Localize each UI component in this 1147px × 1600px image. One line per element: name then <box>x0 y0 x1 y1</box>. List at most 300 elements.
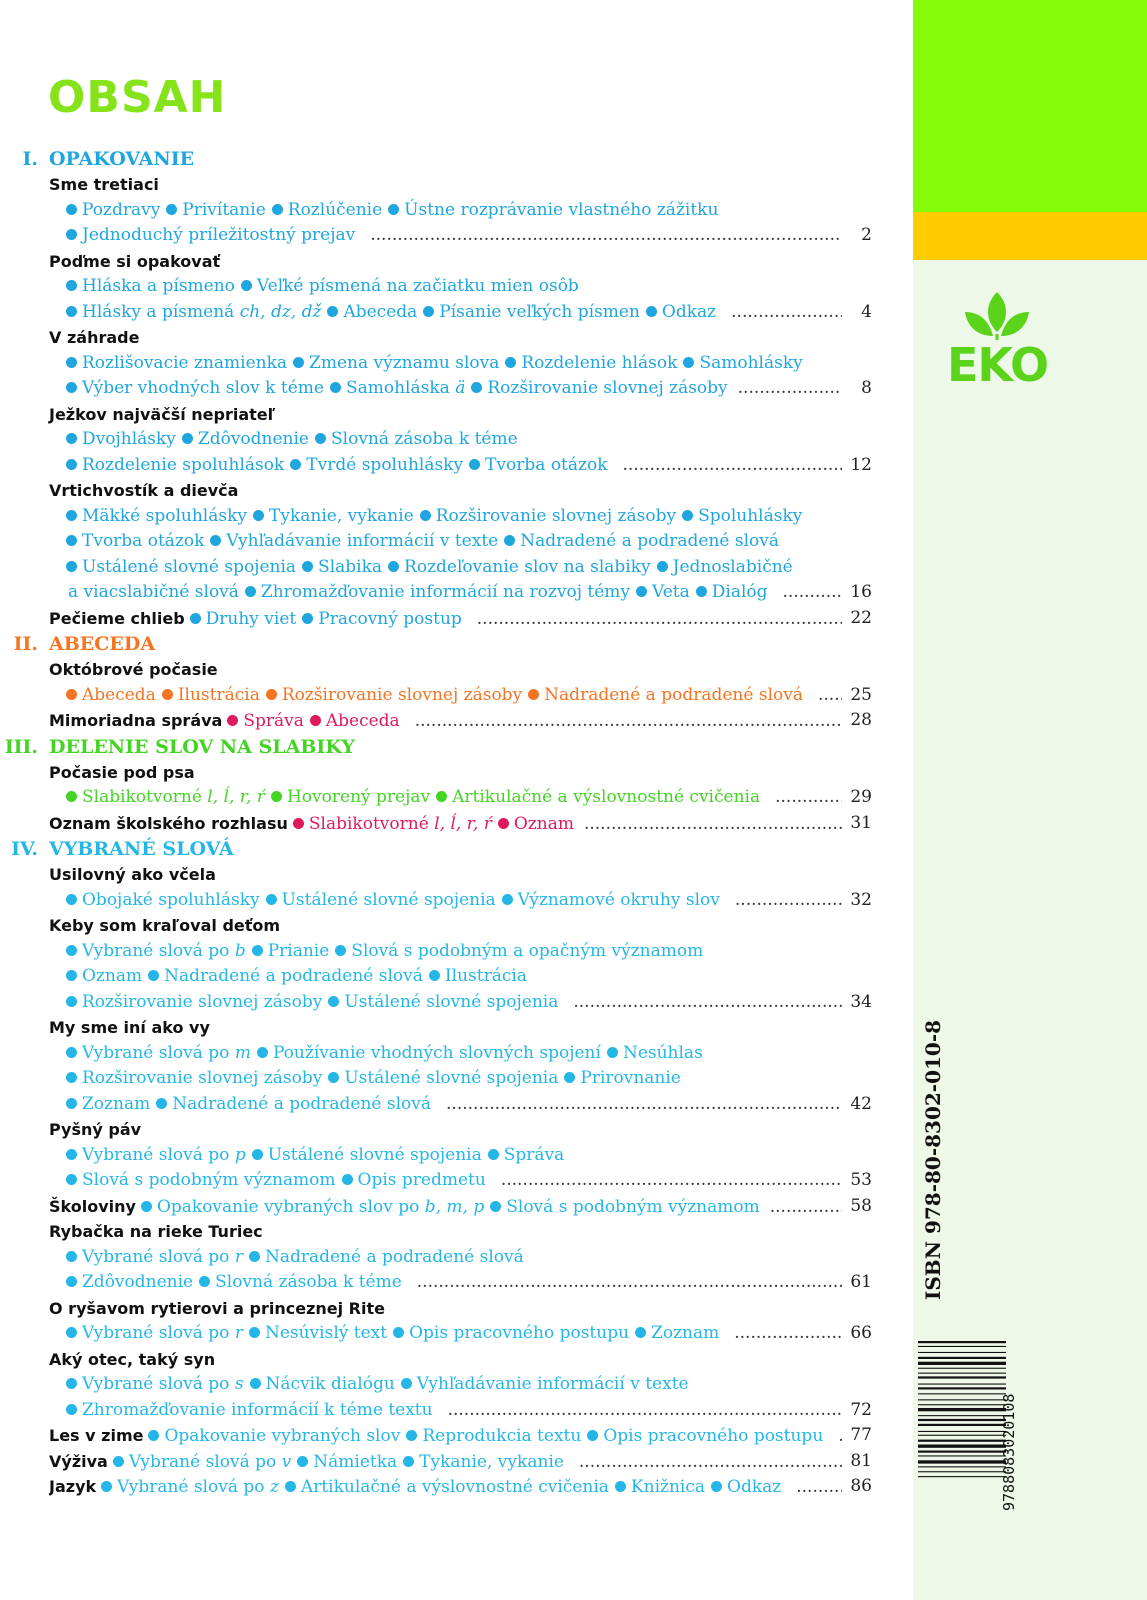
toc-line-segment <box>65 200 727 220</box>
chapter-title: Usilovný ako včela <box>49 865 216 884</box>
barcode-bar <box>918 1419 1006 1421</box>
chapter-heading <box>0 1015 890 1041</box>
toc-line-segment <box>65 378 732 398</box>
barcode-bar <box>918 1399 1006 1400</box>
toc-item: Ustálené slovné spojenia <box>267 1144 482 1165</box>
barcode-bar <box>918 1376 1006 1378</box>
page-number: 34 <box>842 990 872 1016</box>
barcode-digits: 9788083020108 <box>1000 1393 1018 1511</box>
toc-line-segment <box>65 557 802 577</box>
toc-line-text <box>65 1092 842 1118</box>
toc-line-text <box>65 1143 842 1169</box>
bullet-icon <box>66 1378 77 1389</box>
toc-line <box>0 376 890 402</box>
toc-line <box>0 1449 890 1475</box>
bullet-icon <box>241 280 252 291</box>
chapter-heading <box>0 1219 890 1245</box>
toc-item: Nesúvislý text <box>264 1323 388 1343</box>
toc-line <box>0 1041 890 1067</box>
toc-item: v <box>281 1451 292 1472</box>
bullet-icon <box>66 945 77 956</box>
bullet-icon <box>505 357 516 368</box>
toc-item: Pozdravy <box>82 199 161 220</box>
toc-line-text <box>65 1372 842 1398</box>
bullet-icon <box>66 689 77 700</box>
bullet-icon <box>66 970 77 981</box>
toc-item: Jednoslabičné <box>672 556 793 577</box>
toc-item: Správa <box>503 1144 565 1165</box>
toc-item: Tykanie, vykanie <box>419 1451 564 1472</box>
bullet-icon <box>502 894 513 905</box>
toc-line-text <box>49 1474 842 1501</box>
toc-item: Rozdelenie spoluhlások <box>82 454 285 475</box>
chapter-title: My sme iní ako vy <box>49 1018 210 1037</box>
barcode-bar <box>918 1362 1006 1365</box>
barcode-bar <box>918 1357 1006 1359</box>
toc-item: Vybrané slová po <box>128 1451 282 1472</box>
toc-item: a viacslabičné slová <box>68 582 239 602</box>
toc-line <box>0 1168 890 1194</box>
toc-line <box>0 683 890 709</box>
toc-line-text <box>68 580 842 606</box>
toc-item: Ilustrácia <box>444 966 527 986</box>
page-number: 16 <box>842 580 872 606</box>
toc-line <box>0 529 890 555</box>
toc-line-text <box>49 1194 842 1221</box>
toc-item: m <box>234 1042 251 1063</box>
bullet-icon <box>66 306 77 317</box>
bullet-icon <box>696 586 707 597</box>
toc-item: Vyhľadávanie informácií v texte <box>416 1374 689 1394</box>
bullet-icon <box>401 1378 412 1389</box>
toc-line-text <box>49 811 842 838</box>
toc-line-text <box>49 1449 842 1476</box>
bullet-icon <box>101 1481 112 1492</box>
toc-item: Druhy viet <box>205 608 297 629</box>
toc-item: Písanie veľkých písmen <box>439 301 640 322</box>
bullet-icon <box>315 433 326 444</box>
chapter-title: Výživa <box>49 1451 108 1471</box>
eko-logo-text: EKO <box>947 338 1049 392</box>
toc-item: p <box>234 1144 246 1165</box>
bullet-icon <box>148 1430 159 1441</box>
toc-line-segment <box>65 506 811 526</box>
toc-line <box>0 1372 890 1398</box>
toc-item: Slovná zásoba k téme <box>331 429 518 449</box>
bullet-icon <box>66 894 77 905</box>
bullet-icon <box>388 204 399 215</box>
toc-line-text <box>65 1168 842 1194</box>
barcode-bar <box>918 1346 1006 1347</box>
barcode-bar <box>918 1408 1006 1411</box>
bullet-icon <box>245 586 256 597</box>
toc-item: Slovná zásoba k téme <box>215 1272 402 1292</box>
toc-line-text <box>65 1270 842 1296</box>
bullet-icon <box>66 280 77 291</box>
toc-line-segment <box>49 814 578 834</box>
chapter-title: Októbrové počasie <box>49 660 218 679</box>
barcode-bar <box>918 1466 1006 1467</box>
toc-item: Hovorený prejav <box>286 787 431 807</box>
section-number: III. <box>4 735 38 758</box>
bullet-icon <box>252 945 263 956</box>
table-of-contents <box>0 146 890 1500</box>
toc-item: Výber vhodných slov k téme <box>82 378 324 398</box>
page-number: 72 <box>842 1398 872 1424</box>
page-number: 77 <box>842 1423 872 1449</box>
toc-item: Tvrdé spoluhlásky <box>306 454 464 475</box>
toc-item: Pracovný postup <box>318 608 462 629</box>
bullet-icon <box>66 382 77 393</box>
toc-item: Veta <box>652 582 690 602</box>
bullet-icon <box>297 1456 308 1467</box>
bullet-icon <box>66 1098 77 1109</box>
bullet-icon <box>469 459 480 470</box>
toc-line <box>0 990 890 1016</box>
toc-item: Tvorba otázok <box>485 454 608 475</box>
section-heading <box>0 146 890 172</box>
chapter-heading <box>0 478 890 504</box>
toc-item: Mäkké spoluhlásky <box>82 505 247 526</box>
toc-line-text <box>49 1423 842 1450</box>
toc-item: Slabikotvorné <box>308 813 435 834</box>
bullet-icon <box>436 791 447 802</box>
bullet-icon <box>429 970 440 981</box>
toc-line-segment <box>65 941 712 961</box>
toc-item: Slabika <box>318 556 383 577</box>
bullet-icon <box>488 1149 499 1160</box>
chapter-heading <box>0 1296 890 1322</box>
toc-item: Zoznam <box>651 1323 720 1343</box>
toc-line-text <box>65 964 842 990</box>
toc-item: Hlásky a písmená <box>82 301 240 322</box>
toc-item: Samohlásky <box>699 352 803 373</box>
toc-line-segment <box>65 1043 712 1063</box>
barcode-bar <box>918 1384 1006 1385</box>
toc-line-segment <box>65 1068 690 1088</box>
page-number: 58 <box>842 1194 872 1220</box>
bullet-icon <box>266 894 277 905</box>
barcode-bar <box>918 1404 1006 1405</box>
toc-line <box>0 888 890 914</box>
toc-item: Vybrané slová po <box>82 940 235 961</box>
chapter-title: Rybačka na rieke Turiec <box>49 1222 263 1241</box>
toc-item: Tykanie, vykanie <box>269 505 414 526</box>
toc-item: Rozdeľovanie slov na slabiky <box>404 556 651 577</box>
toc-line-segment <box>65 1272 411 1292</box>
toc-line-text <box>65 1321 842 1347</box>
bullet-icon <box>657 561 668 572</box>
section-number: IV. <box>11 838 38 860</box>
bullet-icon <box>406 1430 417 1441</box>
bullet-icon <box>66 1149 77 1160</box>
barcode-bar <box>918 1352 1006 1353</box>
bullet-icon <box>342 1174 353 1185</box>
toc-item: Odkaz <box>727 1477 782 1497</box>
chapter-title: Mimoriadna správa <box>49 711 223 730</box>
toc-line <box>0 1194 890 1220</box>
bullet-icon <box>615 1481 626 1492</box>
chapter-heading <box>0 862 890 888</box>
chapter-title: Oznam školského rozhlasu <box>49 813 288 833</box>
bullet-icon <box>388 561 399 572</box>
toc-item: Ústne rozprávanie vlastného zážitku <box>404 199 719 220</box>
barcode-bar <box>918 1431 1006 1432</box>
toc-item: Ustálené slovné spojenia <box>281 889 496 910</box>
section-heading <box>0 631 890 657</box>
toc-item: Zmena významu slova <box>309 352 500 373</box>
chapter-heading <box>0 325 890 351</box>
toc-line <box>0 939 890 965</box>
toc-line-segment <box>65 353 812 373</box>
bullet-icon <box>682 510 693 521</box>
toc-item: Zhromažďovanie informácií k téme textu <box>82 1399 433 1420</box>
toc-item: Oznam <box>82 966 143 986</box>
bullet-icon <box>504 535 515 546</box>
bullet-icon <box>266 689 277 700</box>
bullet-icon <box>141 1201 152 1212</box>
toc-item: Reprodukcia textu <box>422 1426 582 1446</box>
toc-item: Spoluhlásky <box>698 505 803 526</box>
toc-line <box>0 964 890 990</box>
page-number: 81 <box>842 1449 872 1475</box>
barcode-bar <box>918 1393 1006 1394</box>
toc-item: ch, dz, dž <box>239 301 322 322</box>
toc-line-segment <box>65 1247 533 1267</box>
section-title: VYBRANÉ SLOVÁ <box>49 838 234 860</box>
toc-line-segment <box>65 966 536 986</box>
chapter-title: Jazyk <box>49 1477 97 1496</box>
toc-item: Rozširovanie slovnej zásoby <box>82 991 323 1012</box>
toc-item: Privítanie <box>182 199 266 220</box>
chapter-heading <box>0 913 890 939</box>
toc-item: Rozlúčenie <box>287 199 383 220</box>
bullet-icon <box>498 818 509 829</box>
section-title: ABECEDA <box>49 633 156 655</box>
page-number: 66 <box>842 1321 872 1347</box>
bullet-icon <box>148 970 159 981</box>
toc-line <box>0 1245 890 1271</box>
toc-item: Slová s podobným a opačným významom <box>351 940 704 961</box>
toc-line-segment <box>49 1197 764 1217</box>
bullet-icon <box>66 1404 77 1415</box>
toc-line-text <box>65 1398 842 1424</box>
toc-item: Ilustrácia <box>177 684 260 705</box>
bullet-icon <box>66 561 77 572</box>
toc-line-segment <box>49 711 409 731</box>
barcode-bar <box>918 1373 1006 1374</box>
toc-item: Opakovanie vybraných slov <box>164 1426 401 1446</box>
bullet-icon <box>302 613 313 624</box>
bullet-icon <box>587 1430 598 1441</box>
toc-line <box>0 351 890 377</box>
toc-line-text <box>65 300 842 326</box>
page-number: 31 <box>842 811 872 837</box>
toc-item: Artikulačné a výslovnostné cvičenia <box>300 1477 609 1497</box>
bullet-icon <box>490 1201 501 1212</box>
toc-item: Abeceda <box>325 711 400 731</box>
bullet-icon <box>210 535 221 546</box>
toc-item: Rozširovanie slovnej zásoby <box>487 378 728 398</box>
toc-line-text <box>65 1245 842 1271</box>
yellow-band <box>913 212 1147 260</box>
toc-line-segment <box>65 1145 573 1165</box>
bullet-icon <box>66 996 77 1007</box>
bullet-icon <box>162 689 173 700</box>
bullet-icon <box>66 535 77 546</box>
bullet-icon <box>528 689 539 700</box>
toc-line-segment <box>65 685 812 705</box>
toc-item: Samohláska <box>345 378 456 398</box>
toc-line-segment <box>65 455 617 475</box>
bullet-icon <box>66 791 77 802</box>
chapter-heading <box>0 760 890 786</box>
page-number: 12 <box>842 453 872 479</box>
bullet-icon <box>420 510 431 521</box>
toc-item: Slová s podobným významom <box>506 1196 760 1217</box>
toc-line <box>0 453 890 479</box>
chapter-title: Aký otec, taký syn <box>49 1349 216 1369</box>
toc-item: Vybrané slová po <box>82 1323 235 1343</box>
toc-line-segment <box>49 1452 573 1472</box>
toc-item: Opakovanie vybraných slov po <box>156 1196 425 1217</box>
toc-item: Artikulačné a výslovnostné cvičenia <box>452 787 761 807</box>
bullet-icon <box>66 510 77 521</box>
toc-line <box>0 708 890 734</box>
toc-line-segment <box>49 1477 790 1497</box>
toc-line-segment <box>65 1374 698 1394</box>
bullet-icon <box>335 945 346 956</box>
page-number: 86 <box>842 1474 872 1500</box>
bullet-icon <box>66 1047 77 1058</box>
toc-line <box>0 1423 890 1449</box>
toc-line <box>0 504 890 530</box>
toc-item: Nadradené a podradené slová <box>172 1093 432 1114</box>
toc-item: Opis pracovného postupu <box>603 1426 824 1446</box>
isbn-label: ISBN 978-80-8302-010-8 <box>921 1019 945 1300</box>
bullet-icon <box>66 459 77 470</box>
toc-item: Prirovnanie <box>580 1068 681 1088</box>
sidebar <box>913 0 1147 1600</box>
toc-line-segment <box>65 787 769 807</box>
toc-item: Ustálené slovné spojenia <box>344 991 559 1012</box>
toc-item: ä <box>455 378 466 398</box>
barcode-bar <box>918 1435 1006 1436</box>
section-number: I. <box>22 148 38 170</box>
bullet-icon <box>328 1072 339 1083</box>
toc-item: Dvojhlásky <box>82 429 176 449</box>
toc-line-segment <box>65 531 788 551</box>
barcode-bar <box>918 1387 1006 1389</box>
page-number: 28 <box>842 708 872 734</box>
bullet-icon <box>66 1174 77 1185</box>
toc-item: Zdôvodnenie <box>82 1272 194 1292</box>
toc-item: Dialóg <box>711 582 768 602</box>
toc-item: Slová s podobným významom <box>82 1170 336 1190</box>
barcode-bar <box>918 1471 1006 1472</box>
toc-item: Zhromažďovanie informácií na rozvoj témy <box>260 582 630 602</box>
toc-item: Prianie <box>267 940 330 961</box>
bullet-icon <box>190 613 201 624</box>
barcode-bar <box>918 1415 1006 1416</box>
toc-line-segment <box>65 890 729 910</box>
bullet-icon <box>328 996 339 1007</box>
bullet-icon <box>66 1327 77 1338</box>
toc-item: r <box>234 1323 243 1343</box>
toc-item: Veľké písmená na začiatku mien osôb <box>256 276 579 296</box>
bullet-icon <box>683 357 694 368</box>
toc-line <box>0 580 890 606</box>
section-heading <box>0 734 890 760</box>
chapter-title: Ježkov najväčší nepriateľ <box>49 404 276 424</box>
toc-line-text <box>65 529 842 555</box>
toc-item: Slabikotvorné <box>82 787 208 807</box>
toc-item: b <box>234 940 246 961</box>
toc-line-text <box>65 223 842 249</box>
toc-line-text <box>65 1041 842 1067</box>
toc-line-text <box>65 939 842 965</box>
toc-line-text <box>65 274 842 300</box>
bullet-icon <box>607 1047 618 1058</box>
toc-line <box>0 427 890 453</box>
toc-item: s <box>234 1374 244 1394</box>
bullet-icon <box>290 459 301 470</box>
section-heading <box>0 836 890 862</box>
toc-item: Ustálené slovné spojenia <box>82 556 297 577</box>
bullet-icon <box>66 357 77 368</box>
section-title: OPAKOVANIE <box>49 148 195 170</box>
toc-line-text <box>65 683 842 709</box>
barcode-bar <box>918 1476 1006 1477</box>
toc-line <box>0 1092 890 1118</box>
toc-line-text <box>65 351 842 377</box>
toc-line <box>0 811 890 837</box>
bullet-icon <box>66 1276 77 1287</box>
toc-line-text <box>65 198 842 224</box>
bullet-icon <box>66 1072 77 1083</box>
toc-item: Používanie vhodných slovných spojení <box>272 1042 601 1063</box>
bullet-icon <box>66 204 77 215</box>
bullet-icon <box>252 1149 263 1160</box>
toc-line <box>0 1321 890 1347</box>
toc-line-segment <box>65 1400 442 1420</box>
toc-item: Nácvik dialógu <box>265 1374 395 1394</box>
toc-line <box>0 555 890 581</box>
page-number: 42 <box>842 1092 872 1118</box>
section-number: II. <box>13 633 38 655</box>
toc-line <box>0 274 890 300</box>
bullet-icon <box>257 1047 268 1058</box>
toc-line-text <box>65 888 842 914</box>
section-title: DELENIE SLOV NA SLABIKY <box>49 735 355 758</box>
toc-line <box>0 785 890 811</box>
chapter-title: O ryšavom rytierovi a princeznej Rite <box>49 1298 385 1318</box>
toc-item: Nadradené a podradené slová <box>164 966 423 986</box>
toc-line-text <box>65 376 842 402</box>
toc-line-text <box>65 1066 842 1092</box>
bullet-icon <box>293 818 304 829</box>
chapter-heading <box>0 1347 890 1373</box>
bullet-icon <box>249 1251 260 1262</box>
toc-item: Správa <box>243 711 304 731</box>
barcode-bar <box>918 1341 1006 1343</box>
bullet-icon <box>156 1098 167 1109</box>
toc-item: r <box>234 1246 243 1267</box>
bullet-icon <box>66 229 77 240</box>
toc-line <box>0 606 890 632</box>
toc-item: Oznam <box>513 813 574 834</box>
chapter-heading <box>0 172 890 198</box>
